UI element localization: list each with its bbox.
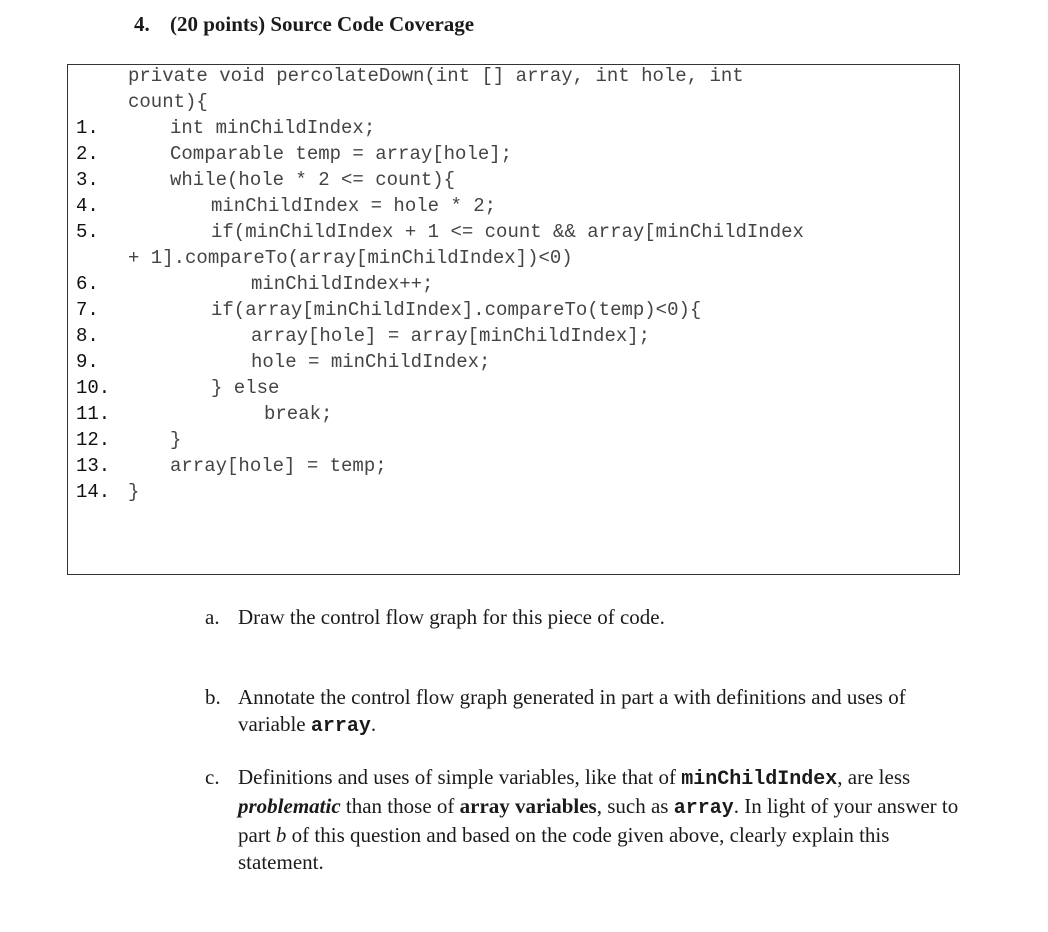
question-b-text bbox=[238, 684, 965, 740]
italic-part-b: b bbox=[275, 823, 287, 847]
question-b-text-1: Annotate the control flow graph generated in part a with definitions and uses of variable bbox=[238, 685, 906, 736]
question-a-marker: a. bbox=[205, 605, 220, 629]
code-term-array: array bbox=[310, 715, 371, 738]
line-number: 3. bbox=[76, 169, 99, 191]
question-b bbox=[205, 684, 965, 740]
question-c-text-3: than those of bbox=[340, 794, 460, 818]
code-line-7: if(array[minChildIndex].compareTo(temp)<0){ bbox=[211, 299, 702, 321]
question-c bbox=[205, 764, 965, 876]
code-term-minchildindex: minChildIndex bbox=[681, 768, 838, 791]
line-number: 8. bbox=[76, 325, 99, 347]
question-heading bbox=[134, 12, 474, 37]
code-line-5-cont: + 1].compareTo(array[minChildIndex])<0) bbox=[128, 247, 573, 269]
line-number: 9. bbox=[76, 351, 99, 373]
code-line-12: } bbox=[170, 429, 182, 451]
code-line-8: array[hole] = array[minChildIndex]; bbox=[251, 325, 651, 347]
question-c-text-5: . In light of your answer to part bbox=[238, 794, 959, 847]
line-number: 5. bbox=[76, 221, 99, 243]
question-c-text bbox=[238, 764, 965, 876]
question-c-text-6: of this question and based on the code given above, clearly explain this statement. bbox=[238, 823, 890, 874]
code-line-9: hole = minChildIndex; bbox=[251, 351, 491, 373]
question-c-marker: c. bbox=[205, 765, 220, 789]
line-number: 7. bbox=[76, 299, 99, 321]
code-line-11: break; bbox=[264, 403, 333, 425]
question-c-text-2: , are less bbox=[837, 765, 911, 789]
question-b-marker: b. bbox=[205, 685, 221, 709]
code-line-1: int minChildIndex; bbox=[170, 117, 376, 139]
question-title: (20 points) Source Code Coverage bbox=[170, 12, 475, 36]
question-a bbox=[205, 604, 965, 631]
line-number: 10. bbox=[76, 377, 111, 399]
bold-array-variables: array variables bbox=[459, 794, 597, 818]
line-number: 1. bbox=[76, 117, 99, 139]
question-number: 4. bbox=[134, 12, 150, 36]
line-number: 12. bbox=[76, 429, 111, 451]
question-c-text-4: , such as bbox=[596, 794, 674, 818]
code-line-signature-cont: count){ bbox=[128, 91, 208, 113]
line-number: 14. bbox=[76, 481, 111, 503]
code-line-5: if(minChildIndex + 1 <= count && array[minChildIndex bbox=[211, 221, 804, 243]
emphasis-problematic: problematic bbox=[238, 794, 341, 818]
code-line-signature: private void percolateDown(int [] array, int hole, int bbox=[128, 65, 744, 87]
code-line-3: while(hole * 2 <= count){ bbox=[170, 169, 456, 191]
line-number: 11. bbox=[76, 403, 111, 425]
question-c-text-1: Definitions and uses of simple variables, like that of bbox=[238, 765, 682, 789]
question-a-text: Draw the control flow graph for this piece of code. bbox=[238, 605, 665, 629]
code-term-array: array bbox=[673, 797, 734, 820]
code-line-4: minChildIndex = hole * 2; bbox=[211, 195, 497, 217]
question-b-text-2: . bbox=[370, 712, 377, 736]
line-number: 6. bbox=[76, 273, 99, 295]
code-line-14: } bbox=[128, 481, 140, 503]
code-line-6: minChildIndex++; bbox=[251, 273, 434, 295]
code-line-2: Comparable temp = array[hole]; bbox=[170, 143, 513, 165]
line-number: 4. bbox=[76, 195, 99, 217]
code-line-13: array[hole] = temp; bbox=[170, 455, 387, 477]
line-number: 2. bbox=[76, 143, 99, 165]
code-line-10: } else bbox=[211, 377, 280, 399]
line-number: 13. bbox=[76, 455, 111, 477]
